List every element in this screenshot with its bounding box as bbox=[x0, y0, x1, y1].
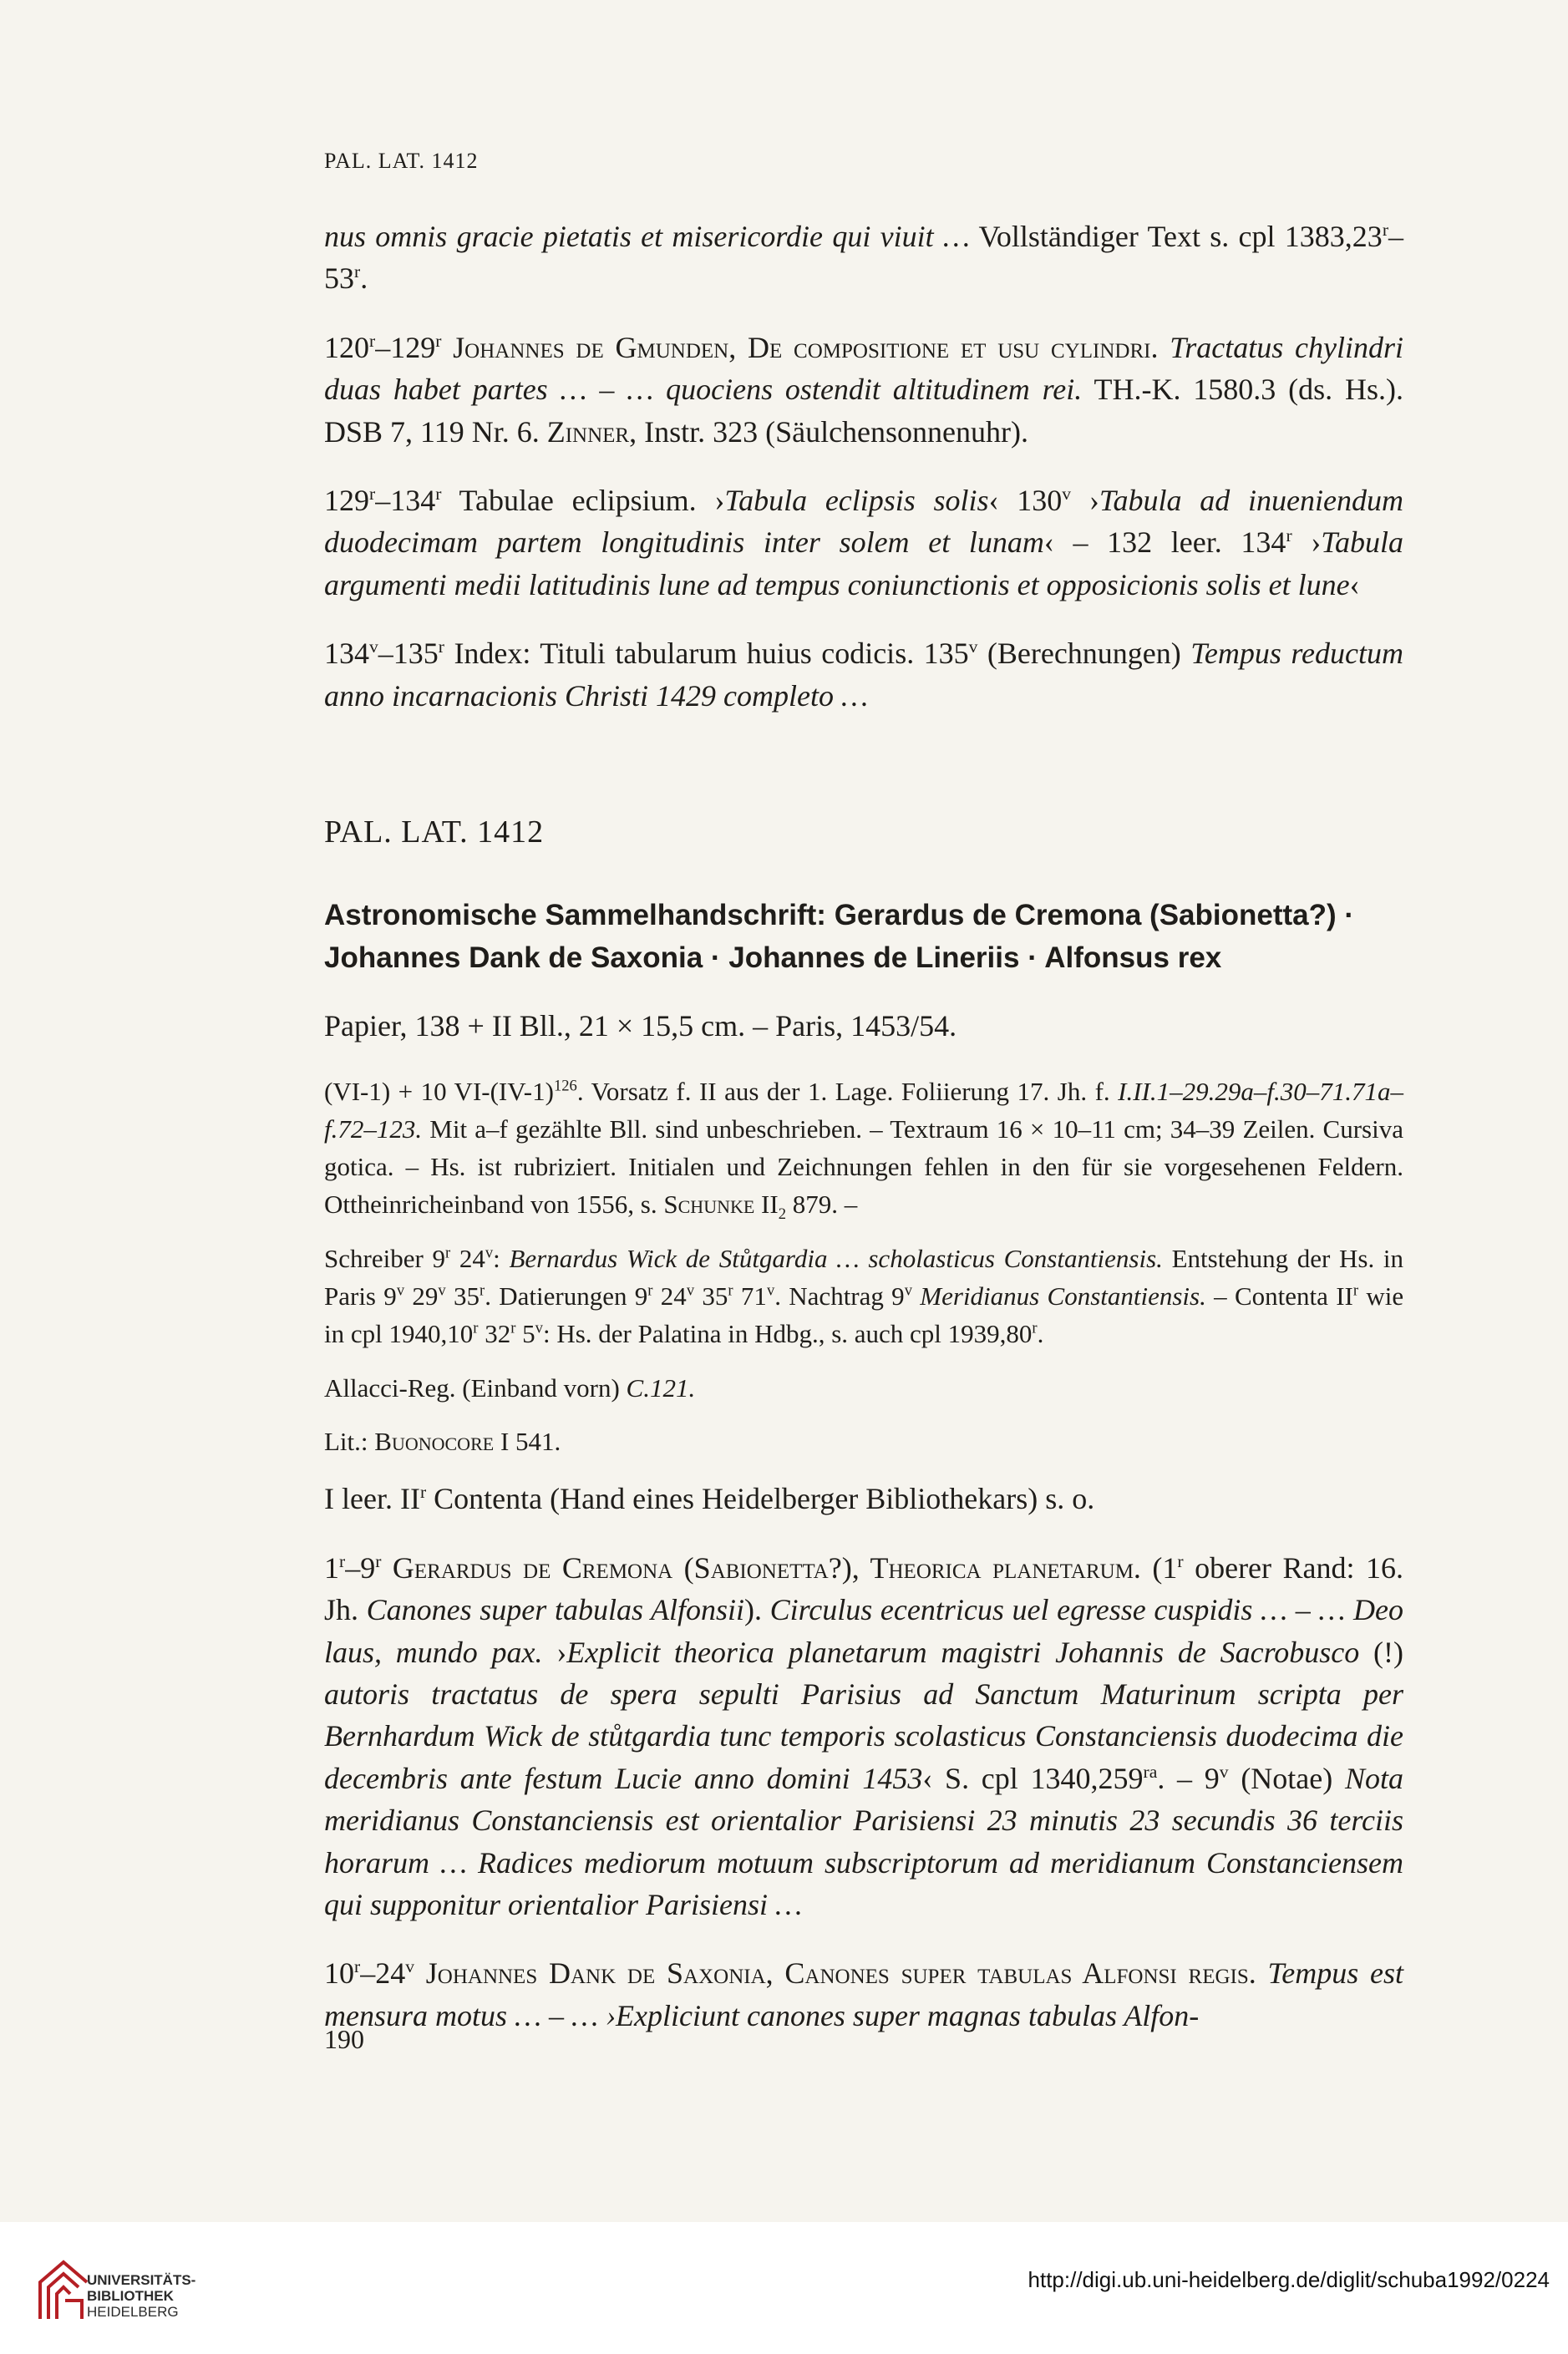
text: › bbox=[1291, 525, 1322, 560]
text: I leer. II bbox=[324, 1482, 420, 1516]
physical-description: Papier, 138 + II Bll., 21 × 15,5 cm. – Paris, 1453/54. bbox=[324, 1008, 957, 1043]
reference-author: Zinner bbox=[539, 414, 630, 449]
italic-text: Nota meridianus Constanciensis est orientalior Parisiensi 23 minutis 23 secundis 36 terciis horarum … Radices mediorum motuum subscriptorum ad meridianum Constanciensem qui supponitur orientalior Parisiensi … bbox=[324, 1761, 1403, 1921]
library-logo-text bbox=[87, 2272, 195, 2320]
allacci-register bbox=[324, 1370, 1403, 1408]
superscript: r bbox=[1352, 1281, 1359, 1300]
text: › bbox=[1071, 483, 1099, 517]
text: 35 bbox=[445, 1281, 480, 1311]
text: (!) bbox=[1359, 1635, 1403, 1669]
author-title: Gerardus de Cremona (Sabionetta?), Theorica planetarum. bbox=[381, 1550, 1141, 1585]
superscript: r bbox=[419, 1482, 427, 1503]
text: Allacci-Reg. (Einband vorn) bbox=[324, 1372, 627, 1403]
folio: 120 bbox=[324, 330, 369, 364]
text: Lit.: bbox=[324, 1427, 375, 1457]
text: ‹ bbox=[1349, 567, 1360, 601]
reference-author: Schunke bbox=[663, 1189, 755, 1219]
section-title: Astronomische Sammelhandschrift: Gerardus de Cremona (Sabionetta?) · Johannes Dank de Saxonia · Johannes de Lineriis · Alfonsus rex bbox=[324, 899, 1355, 974]
italic-text: Bernardus Wick de Stůtgardia … scholasticus Constantiensis. bbox=[509, 1243, 1163, 1273]
text: (Berechnungen) bbox=[977, 637, 1191, 671]
italic-text: Canones super tabulas Alfonsii bbox=[366, 1593, 744, 1627]
italic-text: Tabula eclipsis solis bbox=[724, 483, 989, 517]
incipit: Tempus est mensura motus … – … ›Expliciunt canones super magnas tabulas Alfon- bbox=[324, 1956, 1403, 2032]
folio: –24 bbox=[360, 1956, 406, 1991]
text: : bbox=[493, 1243, 510, 1273]
text: ). bbox=[743, 1593, 770, 1627]
logo-line: UNIVERSITÄTS- bbox=[87, 2272, 196, 2288]
library-logo-icon bbox=[35, 2257, 94, 2326]
text: Entstehung der Hs. in Paris 9 bbox=[324, 1243, 1404, 1311]
text: Contenta (Hand eines Heidelberger Bibliothekars) s. o. bbox=[426, 1482, 1095, 1516]
logo-line: BIBLIOTHEK bbox=[87, 2288, 174, 2304]
text: –53 bbox=[324, 220, 1404, 296]
italic-text: nus omnis gracie pietatis et misericordie qui viuit … bbox=[324, 220, 970, 253]
superscript: r bbox=[1177, 1550, 1184, 1571]
italic-text: Tabula ad inueniendum duodecimam partem longitudinis inter solem et lunam bbox=[324, 483, 1403, 560]
superscript: r bbox=[473, 1319, 479, 1337]
superscript: r bbox=[354, 261, 361, 282]
superscript: r bbox=[369, 330, 376, 351]
text: . Vorsatz f. II aus der 1. Lage. Foliierung 17. Jh. f. bbox=[576, 1076, 1119, 1106]
logo-line: HEIDELBERG bbox=[87, 2304, 179, 2320]
text: , Instr. 323 (Säulchensonnenuhr). bbox=[629, 414, 1028, 449]
text: 879. – bbox=[786, 1189, 858, 1219]
superscript: r bbox=[480, 1281, 485, 1300]
entry-gmunden bbox=[324, 327, 1403, 453]
entry-tabulae-eclipsium bbox=[324, 479, 1403, 606]
author-title: Johannes de Gmunden, De compositione et usu cylindri. bbox=[441, 330, 1159, 364]
superscript: r bbox=[438, 637, 444, 657]
text: 71 bbox=[733, 1281, 767, 1311]
text: 5 bbox=[515, 1318, 535, 1348]
text: Mit a–f gezählte Bll. sind unbeschrieben. – Textraum 16 × 10–11 cm; 34–39 Zeilen. Cursiva gotica. – Hs. ist rubriziert. Initialen und Zeichnungen fehlen in den für sie vorgesehenen Feldern. Ottheinricheinband von 1556, s. bbox=[324, 1114, 1403, 1219]
literature bbox=[324, 1423, 1403, 1461]
folio: –135 bbox=[378, 637, 439, 671]
italic-text: Explicit theorica planetarum magistri Johannis de Sacrobusco bbox=[566, 1635, 1360, 1669]
superscript: v bbox=[438, 1281, 446, 1300]
italic-text: Meridianus Constantiensis. bbox=[920, 1281, 1206, 1311]
text: . Datierungen 9 bbox=[485, 1281, 648, 1311]
text: Schreiber 9 bbox=[324, 1243, 445, 1273]
text: Index: Tituli tabularum huius codicis. 135 bbox=[444, 637, 969, 671]
superscript: r bbox=[435, 483, 442, 504]
folio: 10 bbox=[324, 1956, 354, 1991]
text: 24 bbox=[652, 1281, 687, 1311]
italic-text: Tabula argumenti medii latitudinis lune ad tempus coniunctionis et opposicionis solis et lune bbox=[324, 525, 1404, 601]
text: II bbox=[754, 1189, 779, 1219]
text: Vollständiger Text s. cpl 1383,23 bbox=[969, 220, 1383, 253]
footer-bar bbox=[0, 2222, 1568, 2354]
superscript: r bbox=[1382, 220, 1389, 240]
text: ‹ 130 bbox=[988, 483, 1063, 517]
superscript: ra bbox=[1143, 1761, 1158, 1782]
text: 35 bbox=[694, 1281, 728, 1311]
superscript: v bbox=[535, 1319, 543, 1337]
superscript: r bbox=[339, 1550, 346, 1571]
folio: 129 bbox=[324, 483, 369, 517]
text: oberer Rand: 16. Jh. bbox=[324, 1550, 1403, 1627]
text: . bbox=[1037, 1318, 1044, 1348]
superscript: v bbox=[396, 1281, 405, 1300]
superscript: v bbox=[686, 1281, 695, 1300]
entry-gerardus bbox=[324, 1547, 1403, 1926]
entry-index bbox=[324, 632, 1403, 717]
superscript: r bbox=[728, 1281, 733, 1300]
text: (Notae) bbox=[1228, 1761, 1345, 1795]
italic-text: autoris tractatus de spera sepulti Parisius ad Sanctum Maturinum scripta per Bernhardum Wick de stůtgardia tunc temporis scolasticus Constanciensis duodecima die decembris ante festum Lucie anno domini 1453 bbox=[324, 1677, 1403, 1795]
folio: –129 bbox=[375, 330, 436, 364]
text: › bbox=[542, 1635, 567, 1669]
superscript: r bbox=[647, 1281, 653, 1300]
incipit: Tractatus chylindri duas habet partes … – … quociens ostendit altitudinem rei. bbox=[324, 330, 1404, 407]
superscript: r bbox=[435, 330, 442, 351]
text: – Contenta II bbox=[1205, 1281, 1353, 1311]
scribe-paragraph bbox=[324, 1240, 1403, 1353]
superscript: v bbox=[1219, 1761, 1229, 1782]
text: 29 bbox=[404, 1281, 439, 1311]
reference-author: Buonocore bbox=[374, 1427, 495, 1457]
text: : Hs. der Palatina in Hdbg., s. auch cpl 1939,80 bbox=[542, 1318, 1033, 1348]
codicology-paragraph bbox=[324, 1073, 1403, 1224]
superscript: v bbox=[1062, 483, 1072, 504]
italic-text: I.II.1–29.29a–f.30–71.71a–f.72–123. bbox=[324, 1076, 1403, 1144]
text: 32 bbox=[478, 1318, 511, 1348]
text: Tabulae eclipsium. › bbox=[441, 483, 725, 517]
superscript: v bbox=[766, 1281, 775, 1300]
text: wie in cpl 1940,10 bbox=[324, 1281, 1404, 1348]
author-title: Johannes Dank de Saxonia, Canones super tabulas Alfonsi regis. bbox=[414, 1956, 1256, 1991]
source-url-link[interactable]: http://digi.ub.uni-heidelberg.de/diglit/schuba1992/0224 bbox=[1028, 2267, 1550, 2292]
text: 24 bbox=[450, 1243, 485, 1273]
text: TH.-K. 1580.3 (ds. Hs.). DSB 7, 119 Nr. 6. bbox=[324, 373, 1403, 449]
italic-text: Tempus reductum anno incarnacionis Christi 1429 completo … bbox=[324, 637, 1403, 713]
section-heading: PAL. LAT. 1412 bbox=[324, 814, 545, 850]
text: I 541. bbox=[494, 1427, 561, 1457]
superscript: r bbox=[354, 1956, 361, 1977]
superscript: v bbox=[904, 1281, 912, 1300]
superscript: r bbox=[1032, 1319, 1038, 1337]
folio: –9 bbox=[345, 1550, 376, 1585]
entry-contenta bbox=[324, 1478, 1403, 1519]
superscript: v bbox=[405, 1956, 414, 1977]
page-content bbox=[324, 216, 1403, 2063]
text: . bbox=[360, 261, 368, 296]
page-number: 190 bbox=[324, 2024, 364, 2054]
superscript: r bbox=[444, 1244, 451, 1262]
superscript: r bbox=[369, 483, 376, 504]
incipit: Circulus ecentricus uel egresse cuspidis … – … Deo laus, mundo pax. bbox=[324, 1593, 1403, 1669]
paragraph-continuation bbox=[324, 216, 1403, 300]
entry-dank bbox=[324, 1952, 1403, 2037]
text: (1 bbox=[1140, 1550, 1178, 1585]
superscript: v bbox=[968, 637, 978, 657]
folio: 1 bbox=[324, 1550, 339, 1585]
text bbox=[912, 1281, 920, 1311]
subscript: 2 bbox=[778, 1205, 786, 1223]
superscript: r bbox=[510, 1319, 516, 1337]
text: ‹ S. cpl 1340,259 bbox=[922, 1761, 1144, 1795]
text: (VI-1) + 10 VI-(IV-1) bbox=[324, 1076, 554, 1106]
running-head: PAL. LAT. 1412 bbox=[324, 149, 479, 173]
folio: –134 bbox=[375, 483, 436, 517]
italic-text: C.121. bbox=[626, 1372, 696, 1403]
text: ‹ – 132 leer. 134 bbox=[1043, 525, 1286, 560]
superscript: r bbox=[375, 1550, 382, 1571]
folio: 134 bbox=[324, 637, 369, 671]
superscript: v bbox=[369, 637, 378, 657]
superscript: 126 bbox=[553, 1077, 577, 1095]
superscript: v bbox=[485, 1244, 494, 1262]
text: . Nachtrag 9 bbox=[774, 1281, 905, 1311]
superscript: r bbox=[1286, 525, 1292, 546]
text: . – 9 bbox=[1157, 1761, 1220, 1795]
